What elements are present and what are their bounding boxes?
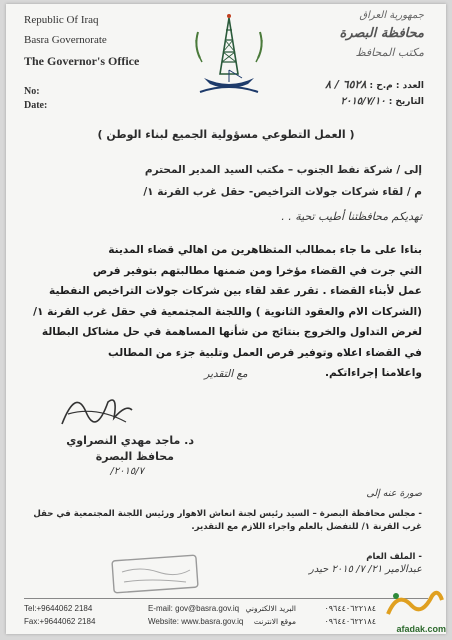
letter-body	[27, 240, 422, 384]
fadak-logo-icon	[382, 588, 446, 620]
date-label-ar: التاريخ :	[388, 97, 424, 107]
body-line: في القضاء اعلاه وتوفير فرص العمل وتلبية جزء من المطالب	[108, 346, 422, 359]
header-governorate: Basra Governorate	[24, 34, 107, 46]
number-field	[325, 78, 424, 91]
footer-phone-ar: ٠٩٦٤٤٠٦٢٢١٨٤	[324, 604, 376, 613]
basra-emblem-icon	[190, 12, 268, 104]
copy-to-item-file: - الملف العام	[366, 552, 422, 562]
signatory-name: د. ماجد مهدي النصراوي	[66, 434, 194, 447]
body-line: عمل لأبناء القضاء . تقرر عقد لقاء بين شركات جولات التراخيص النفطية	[49, 285, 422, 297]
header-country: Republic Of Iraq	[24, 14, 99, 26]
number-label: العدد : م.ح :	[369, 81, 424, 91]
date-value: ٢٠١٥/٧/١٠	[340, 96, 386, 107]
copy-to-heading: صورة عنه إلى	[366, 488, 422, 499]
body-line: (الشركات الام والعقود الثانوية ) واللجنة المجتمعية في حقل غرب القرنة ١/	[33, 305, 422, 318]
footer-fax-ar: ٠٩٦٤٤٠٦٢٢١٨٤	[324, 617, 376, 626]
signature-date: ٢٠١٥/٧/	[110, 466, 144, 477]
site-watermark	[382, 588, 446, 634]
body-line: لغرض التداول والخروج بنتائج من شأنها المساهمة في حل مشاكل البطالة	[41, 326, 422, 338]
footer-fax: Fax:+9644062 2184	[24, 617, 96, 626]
subject: م / لقاء شركات جولات التراخيص- حقل غرب القرنة ١/	[143, 186, 422, 198]
website-label: Website:	[148, 617, 179, 626]
header-ar-governorate: محافظة البصرة	[339, 26, 424, 41]
date-label: Date:	[24, 100, 48, 111]
footer-divider	[24, 598, 428, 599]
email-label: E-mail:	[148, 604, 173, 613]
body-line: بناءا على ما جاء بمطالب المتظاهرين من اهالي قضاء المدينة	[108, 244, 422, 256]
recipient: إلى / شركة نفط الجنوب – مكتب السيد المدير المحترم	[144, 164, 422, 176]
website-link[interactable]: www.basra.gov.iq	[181, 617, 244, 626]
header-ar-republic: جمهورية العراق	[359, 10, 424, 21]
email-address[interactable]: gov@basra.gov.iq	[175, 604, 240, 613]
number-value: ٦٥٢٨ / ٨	[325, 78, 367, 91]
footer-email-ar: البريد الالكتروني	[245, 604, 296, 613]
copy-to-item-council: - مجلس محافظة البصرة – السيد رئيس لجنة انعاش الاهوار ورئيس اللجنة المجتمعية في حقل غرب القرنة ١/ للتفضل بالعلم واجراء اللازم مع التقدير.	[33, 509, 422, 532]
handwritten-note: عبدالامير ٢١/ ٧/ ٢٠١٥ حيدر	[309, 564, 422, 575]
body-line: التي جرت في القضاء مؤخرا ومن ضمنها مطالبتهم بتوفير فرص	[92, 264, 422, 277]
signatory-title: محافظ البصرة	[95, 450, 174, 463]
header-office: The Governor's Office	[24, 54, 140, 68]
footer-email	[148, 604, 239, 613]
letter-page	[6, 4, 446, 634]
watermark-text: afadak.com	[396, 624, 446, 634]
office-stamp-icon	[110, 552, 200, 596]
signature-scribble-icon	[56, 384, 136, 432]
slogan: ( العمل التطوعي مسؤولية الجميع لبناء الوطن )	[97, 128, 355, 141]
footer-tel: Tel:+9644062 2184	[24, 604, 93, 613]
date-field	[341, 96, 424, 107]
footer-website-ar: موقع الانترنت	[253, 617, 296, 626]
greeting: تهديكم محافظتنا أطيب تحية . .	[281, 210, 422, 223]
footer-website	[148, 617, 243, 626]
closing: مع التقدير	[204, 368, 248, 380]
body-line: واعلامنا إجراءاتكم.	[324, 367, 422, 379]
no-label: No:	[24, 86, 40, 97]
header-ar-office: مكتب المحافظ	[355, 46, 424, 59]
